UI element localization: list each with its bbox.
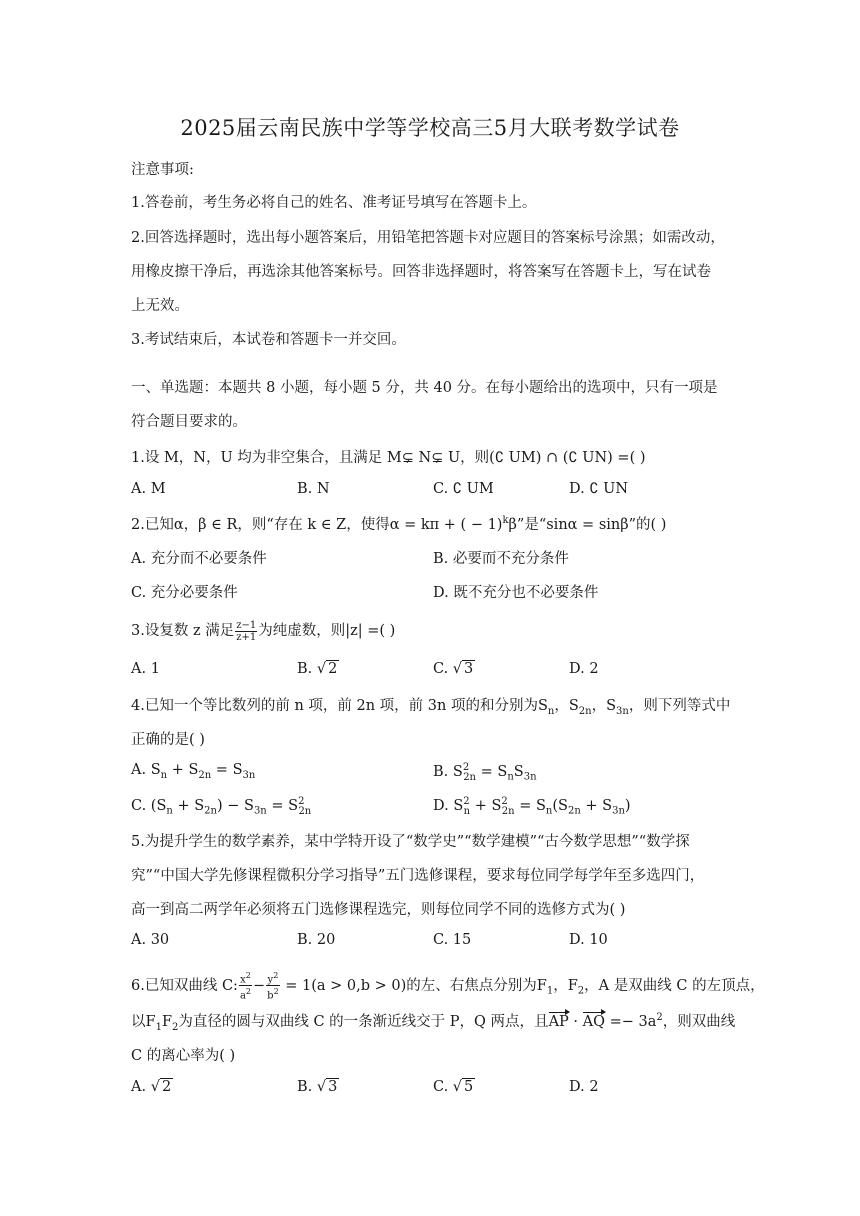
sqrt-symbol: √ 3	[452, 661, 474, 677]
q2-stem-sup: k	[502, 515, 509, 527]
q6-text-8: ，则双曲线	[662, 1014, 736, 1030]
notice-item-1: 1.答卷前，考生务必将自己的姓名、准考证号填写在答题卡上。	[131, 195, 537, 211]
sqrt-symbol: √ 2	[316, 661, 338, 677]
q6-option-d: D. 2	[569, 1079, 599, 1095]
sqrt-symbol: √ 2	[150, 1079, 172, 1095]
q4-text-4: ，则下列等式中	[628, 698, 731, 714]
q6-option-b-radicand: 3	[328, 1079, 338, 1095]
sqrt-symbol: √ 3	[316, 1079, 338, 1095]
q6-text-7: =− 3a	[604, 1014, 657, 1030]
q1-option-b: B. N	[297, 481, 330, 497]
q3-option-d: D. 2	[569, 661, 599, 677]
q4-option-b: B. $S^2_{2n} = S_nS_{3n}$	[433, 762, 537, 783]
q3-option-c-radicand: 3	[464, 661, 474, 677]
q1-option-d: D. ∁ UN	[569, 481, 629, 497]
hyperbola-term-y: $\frac{y^2}{b^2}$	[267, 971, 279, 1002]
q2-stem-part1: 2.已知α，β ∈ R，则“存在 k ∈ Z，使得α = kπ + ( − 1)	[131, 517, 503, 533]
q6-text-4: ，A 是双曲线 C 的左顶点，	[584, 977, 765, 994]
q5-option-c: C. 15	[433, 932, 472, 948]
notice-item-3: 3.考试结束后，本试卷和答题卡一并交回。	[131, 332, 406, 348]
q4-sub: n	[547, 705, 555, 717]
q6-option-a-radicand: 2	[161, 1079, 172, 1095]
q4-option-c: C. $(S_n + S_{2n}) - S_{3n} = S^2_{2n}$	[131, 796, 312, 817]
section-heading-cont: 符合题目要求的。	[131, 414, 247, 430]
q5-option-d: D. 10	[569, 932, 608, 948]
q5-option-b: B. 20	[297, 932, 336, 948]
section-heading: 一、单选题：本题共 8 小题，每小题 5 分，共 40 分。在每小题给出的选项中，只有一项是	[131, 380, 718, 396]
q3-option-b-radicand: 2	[328, 661, 338, 677]
q3-option-b	[297, 661, 339, 677]
notice-heading: 注意事项:	[131, 162, 194, 178]
notice-item-2-cont: 用橡皮擦干净后，再选涂其他答案标号。回答非选择题时，将答案写在答题卡上，写在试卷	[131, 264, 711, 280]
notice-item-2: 2.回答选择题时，选出每小题答案后，用铅笔把答题卡对应题目的答案标号涂黑；如需改动，	[131, 230, 725, 246]
q6-text-1: 6.已知双曲线 C:	[131, 977, 238, 994]
q2-option-a: A. 充分而不必要条件	[131, 551, 267, 567]
vector-ap: AP	[548, 1014, 569, 1030]
q6-option-c-radicand: 5	[464, 1079, 474, 1095]
q4-stem-line2: 正确的是( )	[131, 732, 205, 748]
hyperbola-term-x: $\frac{x^2}{a^2}$	[239, 971, 251, 1002]
q5-option-a: A. 30	[131, 932, 170, 948]
q6-text-5: 以F	[131, 1014, 156, 1030]
q6-option-b	[297, 1079, 339, 1095]
q6-stem-line3: C 的离心率为( )	[131, 1048, 236, 1064]
q2-stem-part2: β”是“sinα = sinβ”的( )	[508, 517, 667, 533]
q3-stem-part2: 为纯虚数，则|z| =( )	[258, 623, 396, 639]
q4-stem-line1	[131, 694, 730, 717]
dot-product-symbol: ·	[568, 1014, 583, 1030]
q4-option-d: D. $S^2_n + S^2_{2n} = S_n(S_{2n} + S_{3n})$	[433, 796, 631, 817]
q1-stem: 1.设 M，N，U 均为非空集合，且满足 M⊊ N⊊ U，则(∁ UM) ∩ (∁ UN) =( )	[131, 450, 646, 466]
q1-option-c: C. ∁ UM	[433, 481, 494, 497]
q4-text-2: ，S	[554, 698, 579, 714]
q3-stem	[131, 619, 395, 643]
q6-stem-line2: 以$F_1F_2$为直径的圆与双曲线 C 的一条渐近线交于 P，Q 两点，且AP · AQ =− $3a^2$，则双曲线	[131, 1012, 736, 1033]
q4-sub: 3n	[616, 705, 629, 717]
q5-stem-line2: 究”“中国大学先修课程微积分学习指导”五门选修课程，要求每位同学每学年至多选四门，	[131, 868, 705, 884]
q4-option-d-label: D. S	[433, 797, 464, 814]
q4-text-1: 4.已知一个等比数列的前 n 项，前 2n 项，前 3n 项的和分别为S	[131, 698, 548, 714]
vector-aq: AQ	[582, 1014, 605, 1030]
q4-option-b-label: B. S	[433, 763, 463, 780]
q2-stem	[131, 513, 666, 534]
q5-stem-line1: 5.为提升学生的数学素养，某中学特开设了“数学史”“数学建模”“古今数学思想”“数学探	[131, 834, 690, 850]
q2-option-b: B. 必要而不充分条件	[433, 551, 569, 567]
q6-text-2: = 1(a > 0,b > 0)的左、右焦点分别为F	[280, 977, 547, 994]
q5-stem-line3: 高一到高二两学年必须将五门选修课程选完，则每位同学不同的选修方式为( )	[131, 902, 626, 918]
q6-option-c	[433, 1079, 475, 1095]
q6-stem-line1: 6.已知双曲线 C: $\frac{x^2}{a^2}$ − $\frac{y^2}{b^2}$ = 1(a > 0,b > 0)的左、右焦点分别为$F_1$，$F_2$，A 是双曲线 C 的左顶点，	[131, 971, 765, 1002]
q3-option-c	[433, 661, 475, 677]
q3-stem-part1: 3.设复数 z 满足	[131, 623, 235, 639]
q3-fraction-numerator: z−1	[236, 619, 257, 631]
q3-fraction	[235, 620, 257, 643]
q6-option-b-label: B.	[297, 1079, 317, 1095]
q4-sub: 2n	[578, 705, 592, 717]
q6-option-c-label: C.	[433, 1079, 453, 1095]
q6-option-a	[131, 1079, 173, 1095]
q6-text-3: ，F	[553, 977, 578, 994]
q4-option-c-label: C. (S	[131, 797, 167, 814]
q3-option-b-label: B.	[297, 661, 317, 677]
q3-option-a: A. 1	[131, 661, 160, 677]
q3-fraction-denominator: z+1	[236, 631, 257, 643]
sqrt-symbol: √ 5	[452, 1079, 474, 1095]
q2-option-c: C. 充分必要条件	[131, 585, 238, 601]
q2-option-d: D. 既不充分也不必要条件	[433, 585, 599, 601]
q6-option-a-label: A.	[131, 1079, 151, 1095]
q3-option-c-label: C.	[433, 661, 453, 677]
q4-text-3: ，S	[591, 698, 617, 714]
exam-title: 2025届云南民族中学等学校高三5月大联考数学试卷	[180, 116, 680, 140]
q6-text-6: 为直径的圆与双曲线 C 的一条渐近线交于 P，Q 两点，且	[178, 1014, 549, 1030]
q1-option-a: A. M	[131, 481, 166, 497]
q4-option-a-label: A. S	[131, 762, 161, 778]
q4-option-a: A. $S_n + S_{2n} = S_{3n}$	[131, 762, 256, 781]
notice-item-2-end: 上无效。	[131, 298, 189, 314]
